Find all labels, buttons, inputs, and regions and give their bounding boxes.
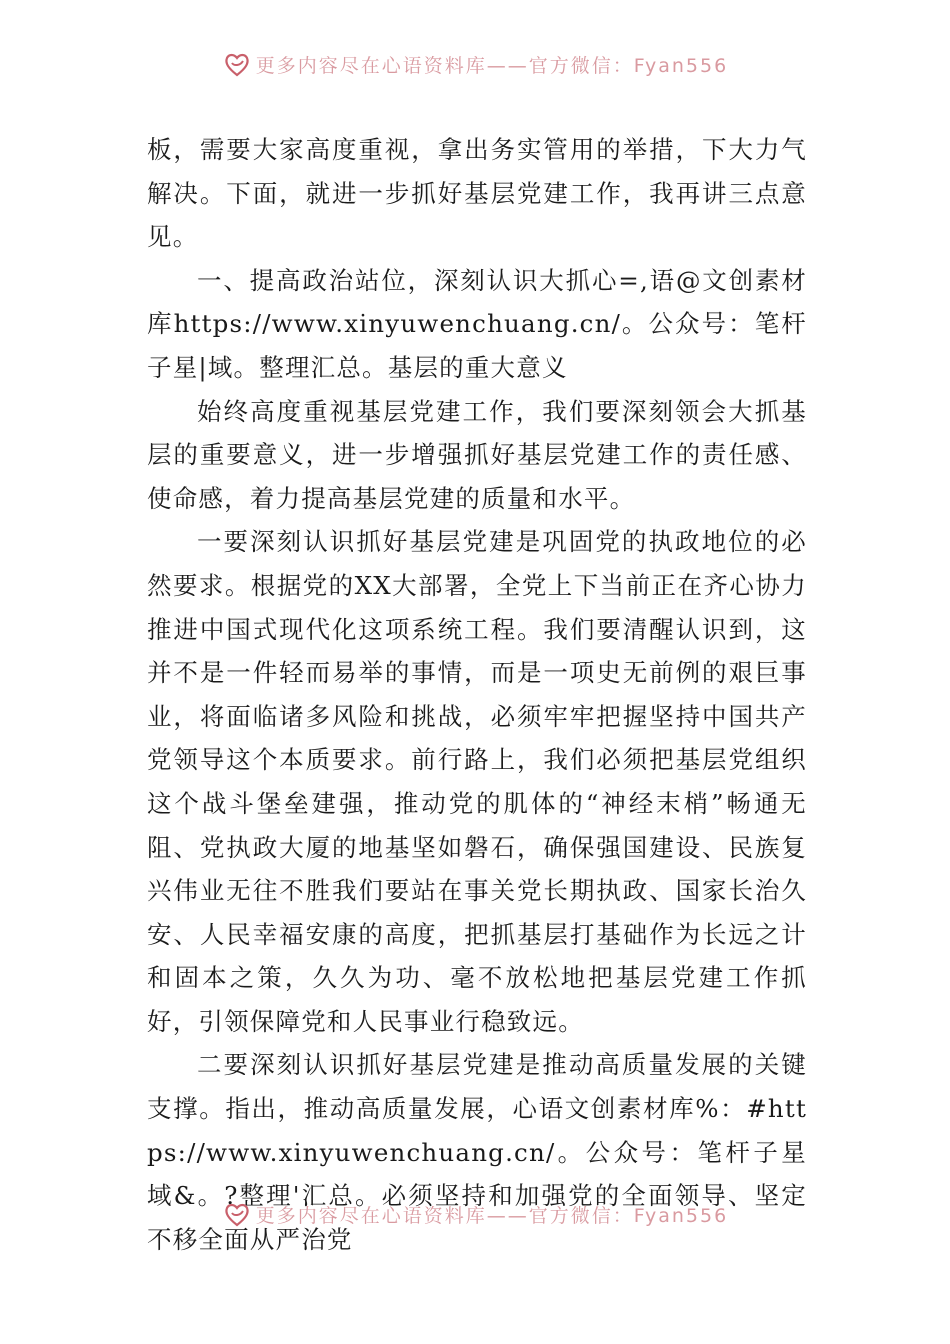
- document-body: [147, 128, 807, 1261]
- footer-watermark-banner: [0, 1202, 950, 1242]
- heart-logo-icon: [222, 1202, 252, 1229]
- footer-watermark-text: 更多内容尽在心语资料库——官方微信：Fyan556: [255, 1204, 729, 1227]
- paragraph: 板，需要大家高度重视，拿出务实管用的举措，下大力气解决。下面，就进一步抓好基层党建工作，我再讲三点意见。: [147, 135, 807, 252]
- paragraph: 一要深刻认识抓好基层党建是巩固党的执政地位的必然要求。根据党的XX大部署，全党上下当前正在齐心协力推进中国式现代化这项系统工程。我们要清醒认识到，这并不是一件轻而易举的事情，而是一项史无前例的艰巨事业，将面临诸多风险和挑战，必须牢牢把握坚持中国共产党领导这个本质要求。前行路上，我们必须把基层党组织这个战斗堡垒建强，推动党的肌体的“神经末梢”畅通无阻、党执政大厦的地基坚如磐石，确保强国建设、民族复兴伟业无往不胜我们要站在事关党长期执政、国家长治久安、人民幸福安康的高度，把抓基层打基础作为长远之计和固本之策，久久为功、毫不放松地把基层党建工作抓好，引领保障党和人民事业行稳致远。: [147, 527, 807, 1036]
- header-watermark-banner: [0, 52, 950, 92]
- heart-logo-icon: [222, 52, 252, 79]
- paragraph: 二要深刻认识抓好基层党建是推动高质量发展的关键支撑。指出，推动高质量发展，心语文创素材库%：#https://www.xinyuwenchuang.cn/。公众号：笔杆子星域&。?整理'汇总。必须坚持和加强党的全面领导、坚定不移全面从严治党: [147, 1050, 807, 1254]
- section-heading: 一、提高政治站位，深刻认识大抓心=,语@文创素材库https://www.xinyuwenchuang.cn/。公众号：笔杆子星|域。整理汇总。基层的重大意义: [147, 265, 807, 382]
- paragraph: 始终高度重视基层党建工作，我们要深刻领会大抓基层的重要意义，进一步增强抓好基层党建工作的责任感、使命感，着力提高基层党建的质量和水平。: [147, 396, 807, 513]
- header-watermark-text: 更多内容尽在心语资料库——官方微信：Fyan556: [255, 54, 729, 77]
